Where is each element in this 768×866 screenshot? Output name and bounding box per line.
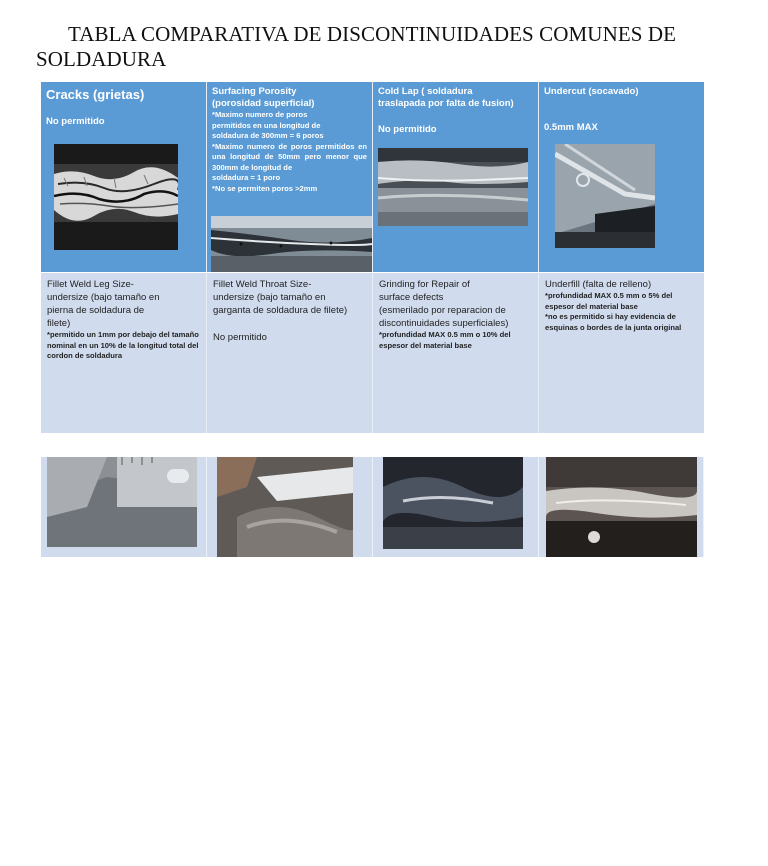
document-title: TABLA COMPARATIVA DE DISCONTINUIDADES COMUNES DE SOLDADURA	[36, 22, 677, 71]
cell-surfacing-porosity	[207, 82, 373, 272]
throat-gauge-photo	[217, 457, 353, 557]
cell-heading: Cold Lap ( soldadura traslapada por falta de fusion)	[378, 86, 514, 109]
cell-status: 0.5mm MAX	[544, 122, 598, 133]
cell-text: Fillet Weld Leg Size- undersize (bajo tamaño en pierna de soldadura de filete) *permitido un 1mm por debajo del tamaño nominal en un 10% de la longitud total del cordon de soldadura	[47, 279, 199, 360]
cell-status: No permitido	[378, 124, 437, 135]
cell-details: *Maximo numero de poros permitidos en una longitud de soldadura de 300mm = 6 poros *Maximo numero de poros permitidos en una longitud de 50mm pero menor que 300mm de longitud de soldadura = 1 poro *No se permiten poros >2mm	[212, 110, 367, 193]
underfill-weld-photo	[546, 457, 697, 557]
cell-heading: Undercut (socavado)	[544, 86, 639, 97]
cell-details: *permitido un 1mm por debajo del tamaño nominal en un 10% de la longitud total del cordon de soldadura	[47, 330, 199, 360]
cell-heading: Surfacing Porosity (porosidad superficial)	[212, 86, 315, 109]
cell-details: *no es permitido si hay evidencia de esquinas o bordes de la junta original	[545, 312, 682, 332]
cell-photo	[539, 457, 704, 557]
cell-status: No permitido	[213, 332, 267, 343]
table-row	[41, 82, 704, 272]
cell-text: Underfill (falta de relleno) *profundidad MAX 0.5 mm o 5% del espesor del material base *no es permitido si hay evidencia de esquinas o bordes de la junta original	[539, 273, 704, 333]
grinding-repair-photo	[383, 457, 523, 549]
cell-grinding	[373, 272, 539, 433]
cell-photo	[373, 457, 539, 557]
cell-cracks	[41, 82, 207, 272]
porosity-weld-photo	[211, 216, 372, 272]
cell-underfill	[539, 272, 704, 433]
cell-fillet-leg	[41, 272, 207, 433]
cold-lap-weld-photo	[378, 148, 528, 226]
cell-status: No permitido	[46, 116, 105, 127]
cell-details: *profundidad MAX 0.5 mm o 5% del espesor del material base	[545, 291, 673, 311]
cell-cold-lap	[373, 82, 539, 272]
cell-fillet-throat	[207, 272, 373, 433]
cell-text: Fillet Weld Throat Size- undersize (bajo tamaño en garganta de soldadura de filete) No permitido	[207, 273, 372, 344]
table-row	[41, 272, 704, 433]
comparison-table	[41, 82, 704, 433]
leg-gauge-photo	[47, 457, 197, 547]
photo-row	[41, 457, 704, 557]
cell-text: Grinding for Repair of surface defects (esmerilado por reparacion de discontinuidades superficiales) *profundidad MAX 0.5 mm o 10% del espesor del material base	[373, 273, 538, 351]
cell-details: *profundidad MAX 0.5 mm o 10% del espesor del material base	[379, 330, 511, 350]
cell-photo	[207, 457, 373, 557]
cell-undercut	[539, 82, 704, 272]
cell-heading: Cracks (grietas)	[46, 87, 145, 102]
cracks-weld-photo	[54, 144, 178, 250]
undercut-weld-photo	[555, 144, 655, 248]
cell-photo	[41, 457, 207, 557]
